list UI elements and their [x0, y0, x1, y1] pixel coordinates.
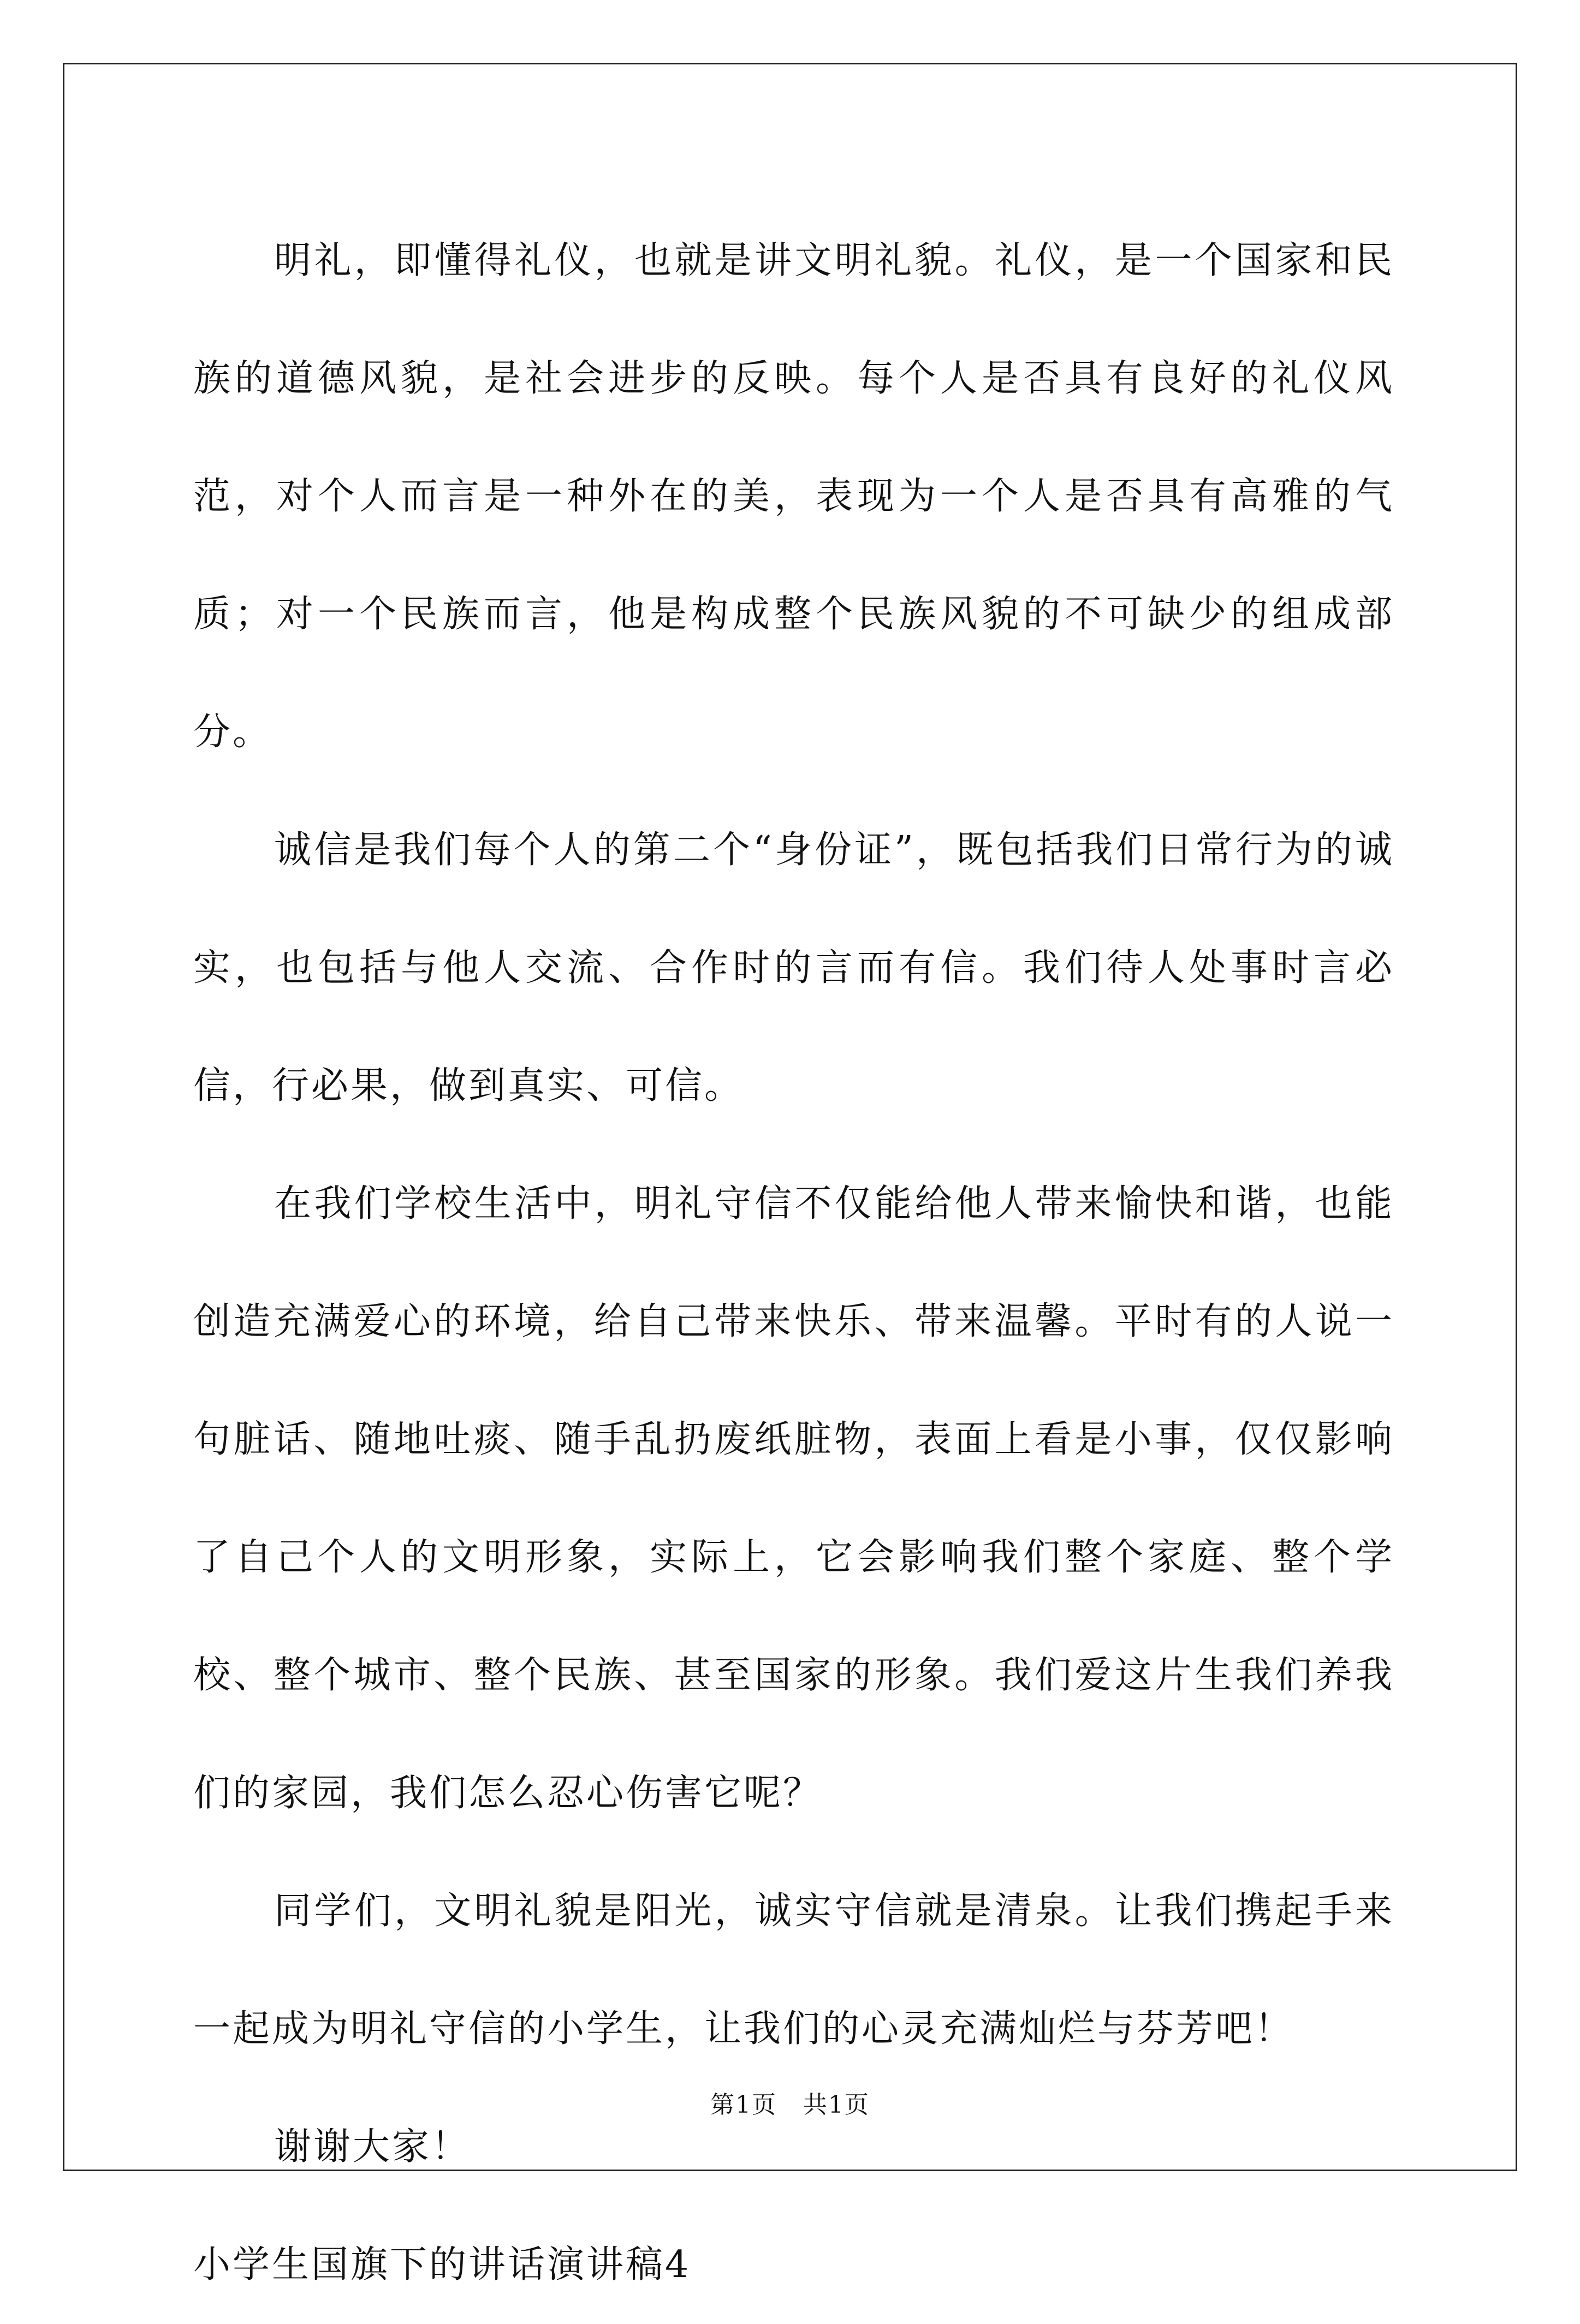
page-number-total: 共1页 [803, 2091, 870, 2119]
paragraph-school-life: 在我们学校生活中，明礼守信不仅能给他人带来愉快和谐，也能创造充满爱心的环境，给自己带来快乐、带来温馨。平时有的人说一句脏话、随地吐痰、随手乱扔废纸脏物，表面上看是小事，仅仅影响了自己个人的文明形象，实际上，它会影响我们整个家庭、整个学校、整个城市、整个民族、甚至国家的形象。我们爱这片生我们养我们的家园，我们怎么忍心伤害它呢？ [193, 1182, 1394, 1815]
document-body [193, 202, 1394, 2324]
page-number-current: 第1页 [710, 2091, 777, 2119]
page-footer [0, 2085, 1580, 2120]
footer-spacer [777, 2091, 803, 2119]
paragraph-call-to-action: 同学们，文明礼貌是阳光，诚实守信就是清泉。让我们携起手来一起成为明礼守信的小学生，让我们的心灵充满灿烂与芬芳吧！ [193, 1890, 1394, 2051]
paragraph-integrity: 诚信是我们每个人的第二个“身份证”，既包括我们日常行为的诚实，也包括与他人交流、合作时的言而有信。我们待人处事时言必信，行必果，做到真实、可信。 [193, 829, 1394, 1107]
next-section-heading: 小学生国旗下的讲话演讲稿4 [193, 2243, 691, 2286]
paragraph-etiquette: 明礼，即懂得礼仪，也就是讲文明礼貌。礼仪，是一个国家和民族的道德风貌，是社会进步的反映。每个人是否具有良好的礼仪风范，对个人而言是一种外在的美，表现为一个人是否具有高雅的气质；对一个民族而言，他是构成整个民族风貌的不可缺少的组成部分。 [193, 239, 1394, 754]
paragraph-thanks: 谢谢大家！ [274, 2125, 471, 2168]
